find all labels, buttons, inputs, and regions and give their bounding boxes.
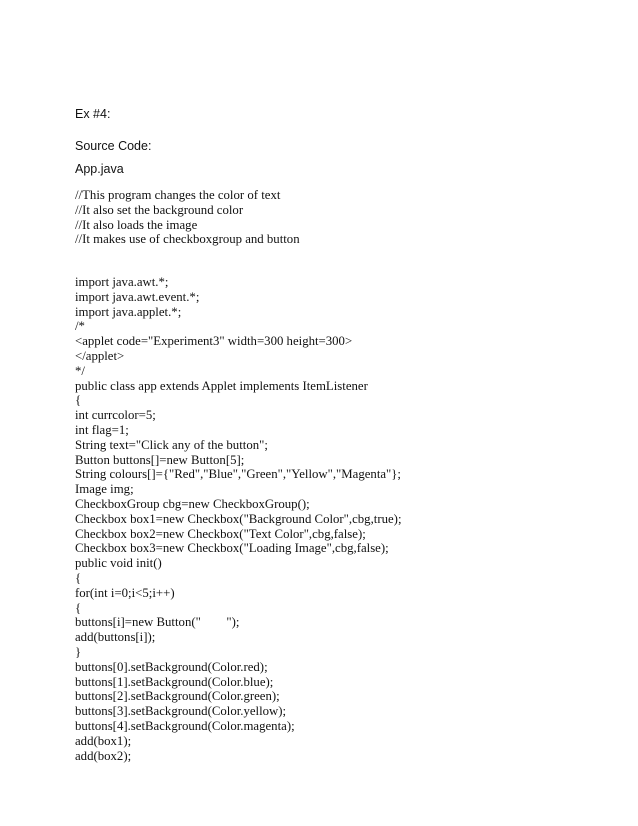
code-line: Checkbox box2=new Checkbox("Text Color",cbg,false); bbox=[75, 526, 366, 541]
code-line: add(buttons[i]); bbox=[75, 630, 156, 645]
code-line: </applet> bbox=[75, 348, 125, 363]
exercise-heading: Ex #4: bbox=[75, 107, 111, 121]
code-line: buttons[3].setBackground(Color.yellow); bbox=[75, 704, 287, 719]
code-line: int currcolor=5; bbox=[75, 408, 156, 423]
comment-line: //It makes use of checkboxgroup and button bbox=[75, 232, 300, 247]
code-line: String colours[]={"Red","Blue","Green","Yellow","Magenta"}; bbox=[75, 467, 401, 482]
code-line: { bbox=[75, 393, 82, 408]
code-line: buttons[i]=new Button(" "); bbox=[75, 615, 240, 630]
code-line: { bbox=[75, 570, 82, 585]
code-line: buttons[0].setBackground(Color.red); bbox=[75, 659, 268, 674]
code-line: public class app extends Applet implements ItemListener bbox=[75, 378, 368, 393]
source-code-heading: Source Code: bbox=[75, 139, 152, 153]
comment-line: //This program changes the color of text bbox=[75, 188, 281, 202]
code-line: CheckboxGroup cbg=new CheckboxGroup(); bbox=[75, 496, 310, 511]
code-block bbox=[75, 275, 402, 763]
comment-block bbox=[75, 188, 300, 247]
code-line: Image img; bbox=[75, 482, 134, 497]
code-line: public void init() bbox=[75, 556, 162, 571]
code-line: import java.applet.*; bbox=[75, 304, 182, 319]
code-line: Checkbox box1=new Checkbox("Background Color",cbg,true); bbox=[75, 511, 402, 526]
code-line: String text="Click any of the button"; bbox=[75, 437, 268, 452]
code-line: for(int i=0;i<5;i++) bbox=[75, 585, 175, 600]
code-line: import java.awt.*; bbox=[75, 275, 169, 289]
code-line: int flag=1; bbox=[75, 422, 129, 437]
filename-heading: App.java bbox=[75, 162, 124, 176]
code-line: add(box2); bbox=[75, 748, 132, 763]
code-line: buttons[4].setBackground(Color.magenta); bbox=[75, 718, 295, 733]
code-line: <applet code="Experiment3" width=300 height=300> bbox=[75, 334, 353, 349]
code-line: Checkbox box3=new Checkbox("Loading Image",cbg,false); bbox=[75, 541, 389, 556]
code-line: Button buttons[]=new Button[5]; bbox=[75, 452, 245, 467]
code-line: { bbox=[75, 600, 82, 615]
code-line: buttons[2].setBackground(Color.green); bbox=[75, 689, 280, 704]
code-line: } bbox=[75, 644, 82, 659]
code-line: import java.awt.event.*; bbox=[75, 289, 200, 304]
code-line: buttons[1].setBackground(Color.blue); bbox=[75, 674, 274, 689]
code-line: add(box1); bbox=[75, 733, 132, 748]
code-line: /* bbox=[75, 319, 85, 334]
comment-line: //It also loads the image bbox=[75, 217, 198, 232]
code-line: */ bbox=[75, 363, 85, 378]
comment-line: //It also set the background color bbox=[75, 202, 244, 217]
